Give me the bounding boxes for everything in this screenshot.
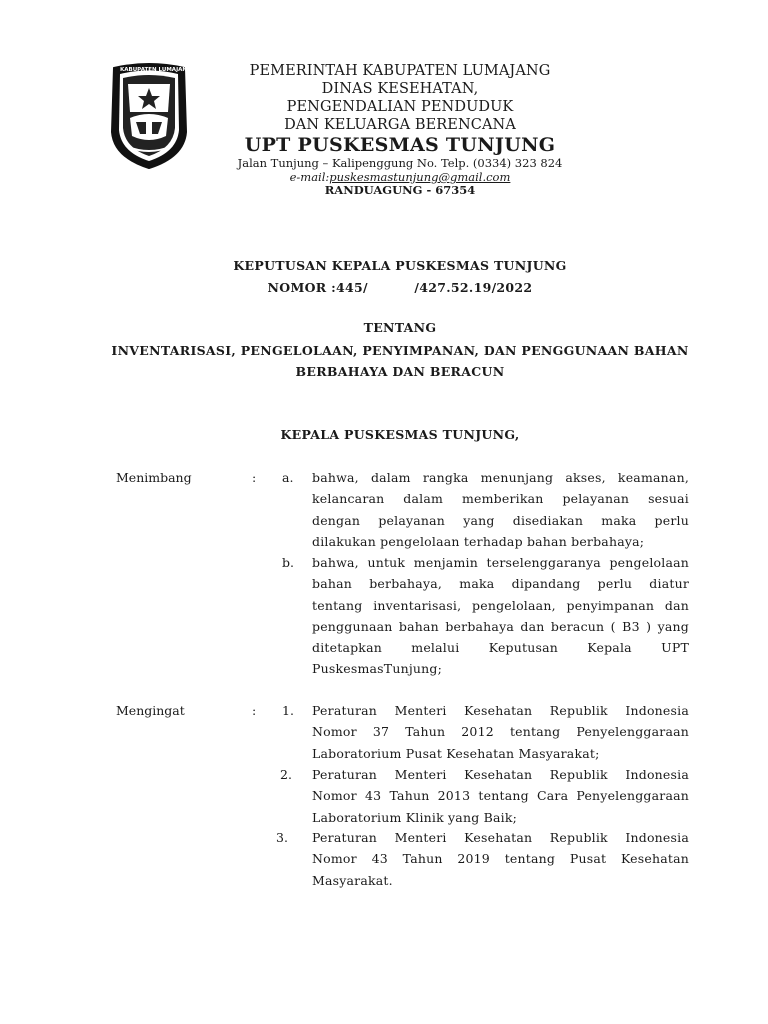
menimbang-a-text: [312, 467, 689, 552]
text-line: Peraturan Menteri Kesehatan Republik Indonesia: [312, 767, 689, 782]
decree-title: KEPUTUSAN KEPALA PUSKESMAS TUNJUNG: [233, 258, 567, 273]
decree-subject-line-1: INVENTARISASI, PENGELOLAAN, PENYIMPANAN, DAN PENGGUNAAN BAHAN: [111, 343, 689, 358]
mengingat-colon: :: [252, 703, 257, 718]
text-line: bahwa, dalam rangka menunjang akses, keamanan,: [312, 470, 689, 485]
email-prefix: e-mail:: [289, 170, 330, 184]
mengingat-1-text: [312, 700, 689, 764]
text-line: dilakukan pengelolaan terhadap bahan berbahaya;: [312, 533, 645, 549]
email-line: [200, 170, 600, 184]
mengingat-2-marker: 2.: [280, 767, 292, 782]
text-line: bahwa, untuk menjamin terselenggaranya pengelolaan: [312, 555, 689, 570]
mengingat-2-text: [312, 764, 689, 828]
logo-text: KABUPATEN LUMAJANG: [120, 67, 192, 73]
address: Jalan Tunjung – Kalipenggung No. Telp. (0334) 323 824: [237, 156, 563, 170]
decree-authority: KEPALA PUSKESMAS TUNJUNG,: [280, 427, 520, 442]
text-line: Laboratorium Klinik yang Baik;: [312, 809, 517, 825]
decree-about: TENTANG: [363, 320, 437, 335]
menimbang-label: Menimbang: [116, 470, 192, 485]
text-line: Masyarakat.: [312, 872, 393, 888]
lumajang-regency-logo: [106, 62, 192, 172]
text-line: Nomor 43 Tahun 2013 tentang Cara Penyelenggaraan: [312, 788, 689, 804]
text-line: bahan berbahaya, maka dipandang perlu diatur: [312, 576, 689, 592]
menimbang-b-text: [312, 552, 689, 680]
mengingat-1-marker: 1.: [282, 703, 294, 718]
mengingat-3-marker: 3.: [276, 830, 288, 845]
text-line: tentang inventarisasi, pengelolaan, penyimpanan dan: [312, 597, 689, 613]
text-line: ditetapkan melalui Keputusan Kepala UPT: [312, 640, 689, 656]
text-line: Nomor 43 Tahun 2019 tentang Pusat Kesehatan: [312, 851, 689, 867]
letterhead-line-2: DINAS KESEHATAN,: [321, 81, 479, 97]
text-line: Peraturan Menteri Kesehatan Republik Indonesia: [312, 830, 689, 845]
email-link[interactable]: puskesmastunjung@gmail.com: [329, 170, 511, 184]
letterhead-line-3: PENGENDALIAN PENDUDUK: [286, 99, 514, 115]
decree-subject-line-2: BERBAHAYA DAN BERACUN: [295, 364, 505, 379]
text-line: Peraturan Menteri Kesehatan Republik Indonesia: [312, 703, 689, 718]
menimbang-colon: :: [252, 470, 257, 485]
city-postcode: RANDUAGUNG - 67354: [324, 183, 476, 197]
organization-name: UPT PUSKESMAS TUNJUNG: [244, 134, 556, 156]
letterhead-line-4: DAN KELUARGA BERENCANA: [284, 117, 516, 133]
text-line: Laboratorium Pusat Kesehatan Masyarakat;: [312, 745, 600, 761]
text-line: PuskesmasTunjung;: [312, 661, 443, 677]
menimbang-a-marker: a.: [282, 470, 294, 485]
mengingat-3-text: [312, 827, 689, 891]
text-line: penggunaan bahan berbahaya dan beracun ( B3 ) yang: [312, 618, 689, 634]
decree-number: NOMOR :445/ /427.52.19/2022: [267, 280, 533, 295]
mengingat-label: Mengingat: [116, 703, 185, 718]
text-line: Nomor 37 Tahun 2012 tentang Penyelenggaraan: [312, 724, 689, 740]
text-line: dengan pelayanan yang disediakan maka perlu: [312, 512, 689, 528]
letterhead-line-1: PEMERINTAH KABUPATEN LUMAJANG: [249, 63, 551, 79]
text-line: kelancaran dalam memberikan pelayanan sesuai: [312, 491, 689, 507]
menimbang-b-marker: b.: [282, 555, 294, 570]
